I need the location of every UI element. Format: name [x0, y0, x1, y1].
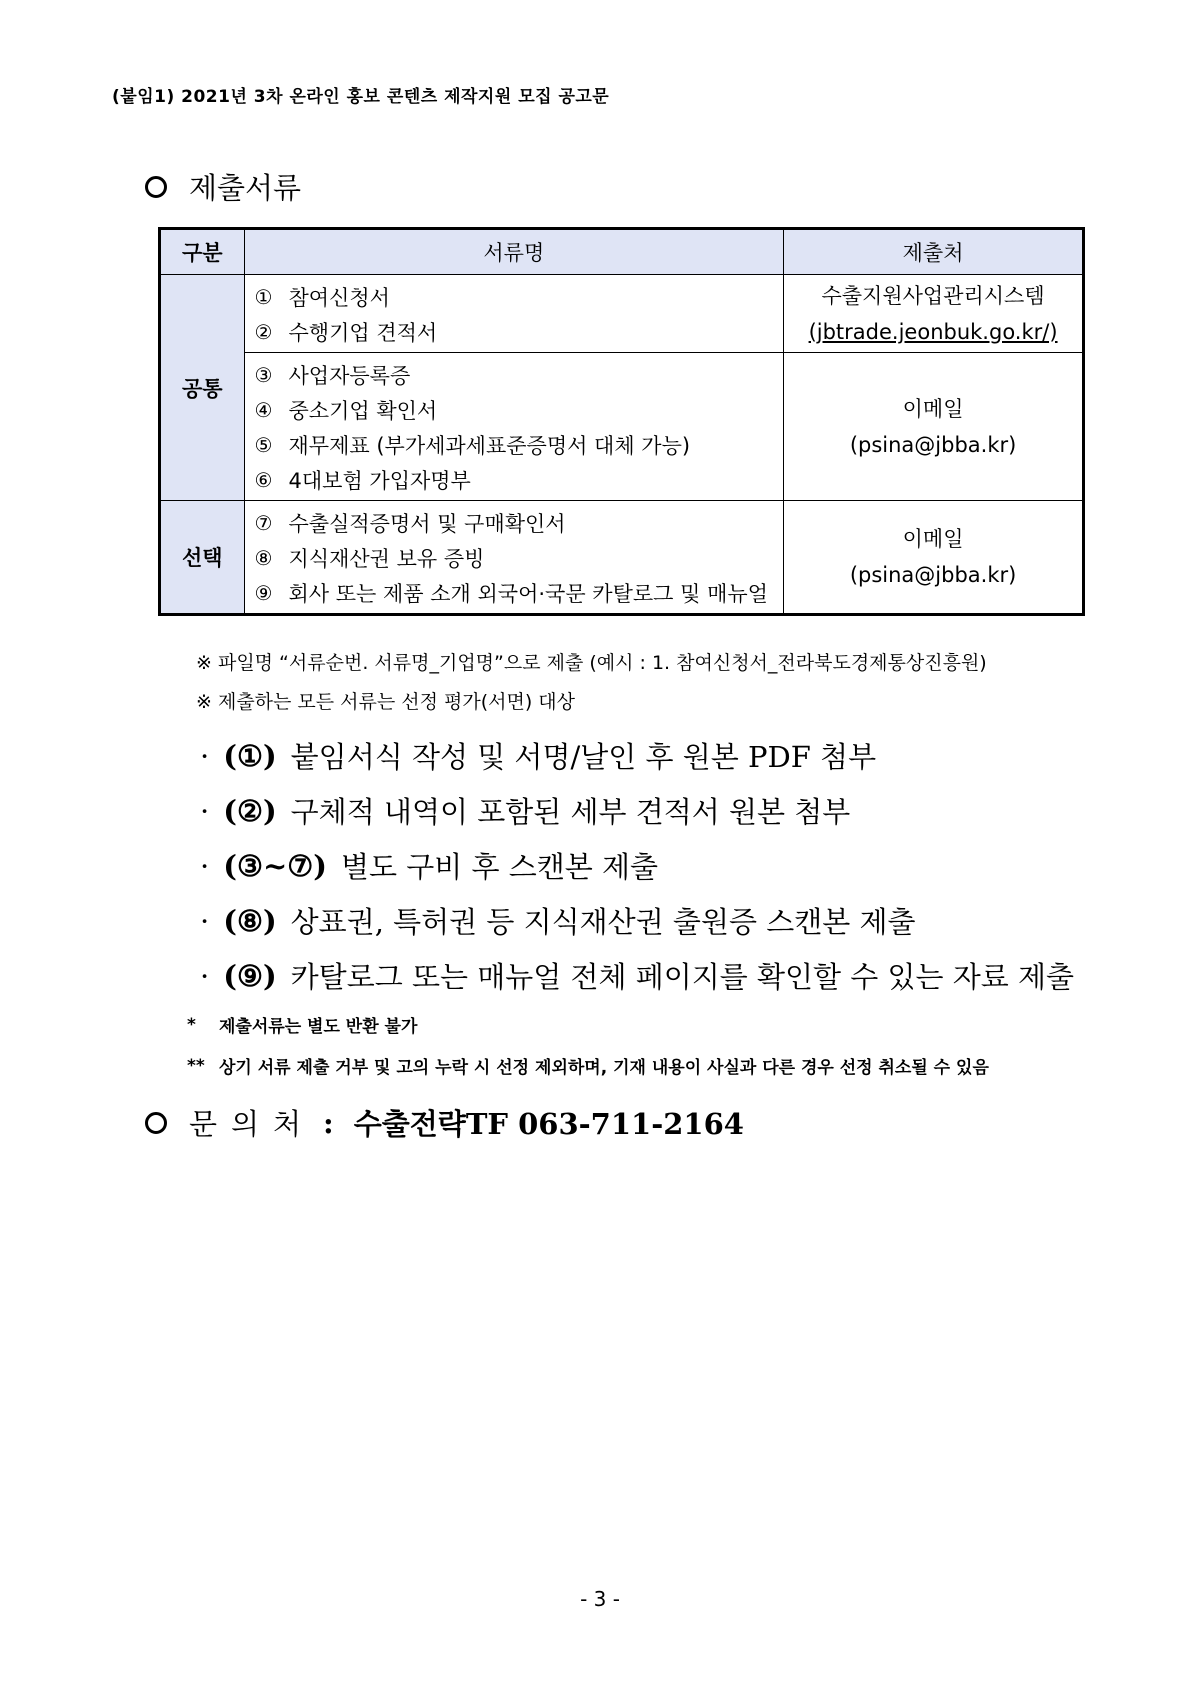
- page-header: (붙임1) 2021년 3차 온라인 홍보 콘텐츠 제작지원 모집 공고문: [112, 87, 610, 107]
- colon: :: [323, 1105, 334, 1140]
- document-item: ③ 사업자등록증: [254, 362, 411, 388]
- contact: [145, 1102, 744, 1143]
- documents-table: [158, 227, 1085, 616]
- section-title-text: 제출서류: [189, 171, 302, 205]
- list-item: · (②) 구체적 내역이 포함된 세부 견적서 원본 첨부: [200, 793, 851, 829]
- destination-email: (psina@jbba.kr): [849, 432, 1017, 457]
- document-item: ⑧ 지식재산권 보유 증빙: [254, 545, 485, 571]
- page-number: - 3 -: [580, 1587, 620, 1611]
- destination-name: 이메일: [902, 396, 964, 421]
- table-row: [160, 353, 1084, 501]
- header-document-name: 서류명: [244, 229, 784, 275]
- destination-email: (psina@jbba.kr): [849, 563, 1017, 587]
- document-item: ② 수행기업 견적서: [254, 319, 438, 345]
- contact-value: 수출전략TF 063-711-2164: [353, 1107, 744, 1141]
- note-filename: ※ 파일명 “서류순번. 서류명_기업명”으로 제출 (예시 : 1. 참여신청서_전라북도경제통상진흥원): [196, 652, 987, 674]
- document-item: ⑥ 4대보험 가입자명부: [254, 467, 471, 493]
- document-item: ① 참여신청서: [254, 284, 390, 310]
- category-common: 공통: [160, 275, 245, 501]
- destination-name: 이메일: [902, 527, 964, 551]
- middle-dot-icon: ·: [200, 793, 210, 828]
- document-item: ⑦ 수출실적증명서 및 구매확인서: [254, 510, 566, 536]
- header-category: 구분: [160, 229, 245, 275]
- destination-link[interactable]: (jbtrade.jeonbuk.go.kr/): [808, 319, 1058, 344]
- notes: [196, 644, 987, 722]
- list-item: · (⑧) 상표권, 특허권 등 지식재산권 출원증 스캔본 제출: [200, 903, 916, 939]
- header-submit-to: 제출처: [784, 229, 1084, 275]
- document-list: [244, 501, 784, 615]
- list-item: · (③~⑦) 별도 구비 후 스캔본 제출: [200, 848, 658, 884]
- submit-destination: [784, 275, 1084, 353]
- table-header-row: [160, 229, 1084, 275]
- submit-destination: [784, 501, 1084, 615]
- table-row: [160, 275, 1084, 353]
- submit-destination: [784, 353, 1084, 501]
- contact-label: 문의처: [189, 1107, 316, 1141]
- middle-dot-icon: ·: [200, 903, 210, 938]
- note-evaluation: ※ 제출하는 모든 서류는 선정 평가(서면) 대상: [196, 691, 576, 713]
- middle-dot-icon: ·: [200, 848, 210, 883]
- middle-dot-icon: ·: [200, 738, 210, 773]
- document-list: [244, 353, 784, 501]
- list-item: · (⑨) 카탈로그 또는 매뉴얼 전체 페이지를 확인할 수 있는 자료 제출: [200, 958, 1074, 994]
- caution-item: ** 상기 서류 제출 거부 및 고의 누락 시 선정 제외하며, 기재 내용이 사실과 다른 경우 선정 취소될 수 있음: [187, 1055, 989, 1078]
- document-list: [244, 275, 784, 353]
- table-row: [160, 501, 1084, 615]
- document-item: ④ 중소기업 확인서: [254, 397, 438, 423]
- section-title: [145, 166, 301, 207]
- cautions: [187, 1004, 989, 1086]
- bullet-list: [200, 728, 1074, 1003]
- document-item: ⑤ 재무제표 (부가세과세표준증명서 대체 가능): [254, 432, 691, 458]
- circle-bullet-icon: [145, 1112, 167, 1134]
- middle-dot-icon: ·: [200, 958, 210, 993]
- circle-bullet-icon: [145, 176, 167, 198]
- category-optional: 선택: [160, 501, 245, 615]
- destination-name: 수출지원사업관리시스템: [821, 283, 1045, 308]
- list-item: · (①) 붙임서식 작성 및 서명/날인 후 원본 PDF 첨부: [200, 738, 877, 774]
- document-item: ⑨ 회사 또는 제품 소개 외국어·국문 카탈로그 및 매뉴얼: [254, 580, 768, 606]
- caution-item: * 제출서류는 별도 반환 불가: [187, 1014, 418, 1037]
